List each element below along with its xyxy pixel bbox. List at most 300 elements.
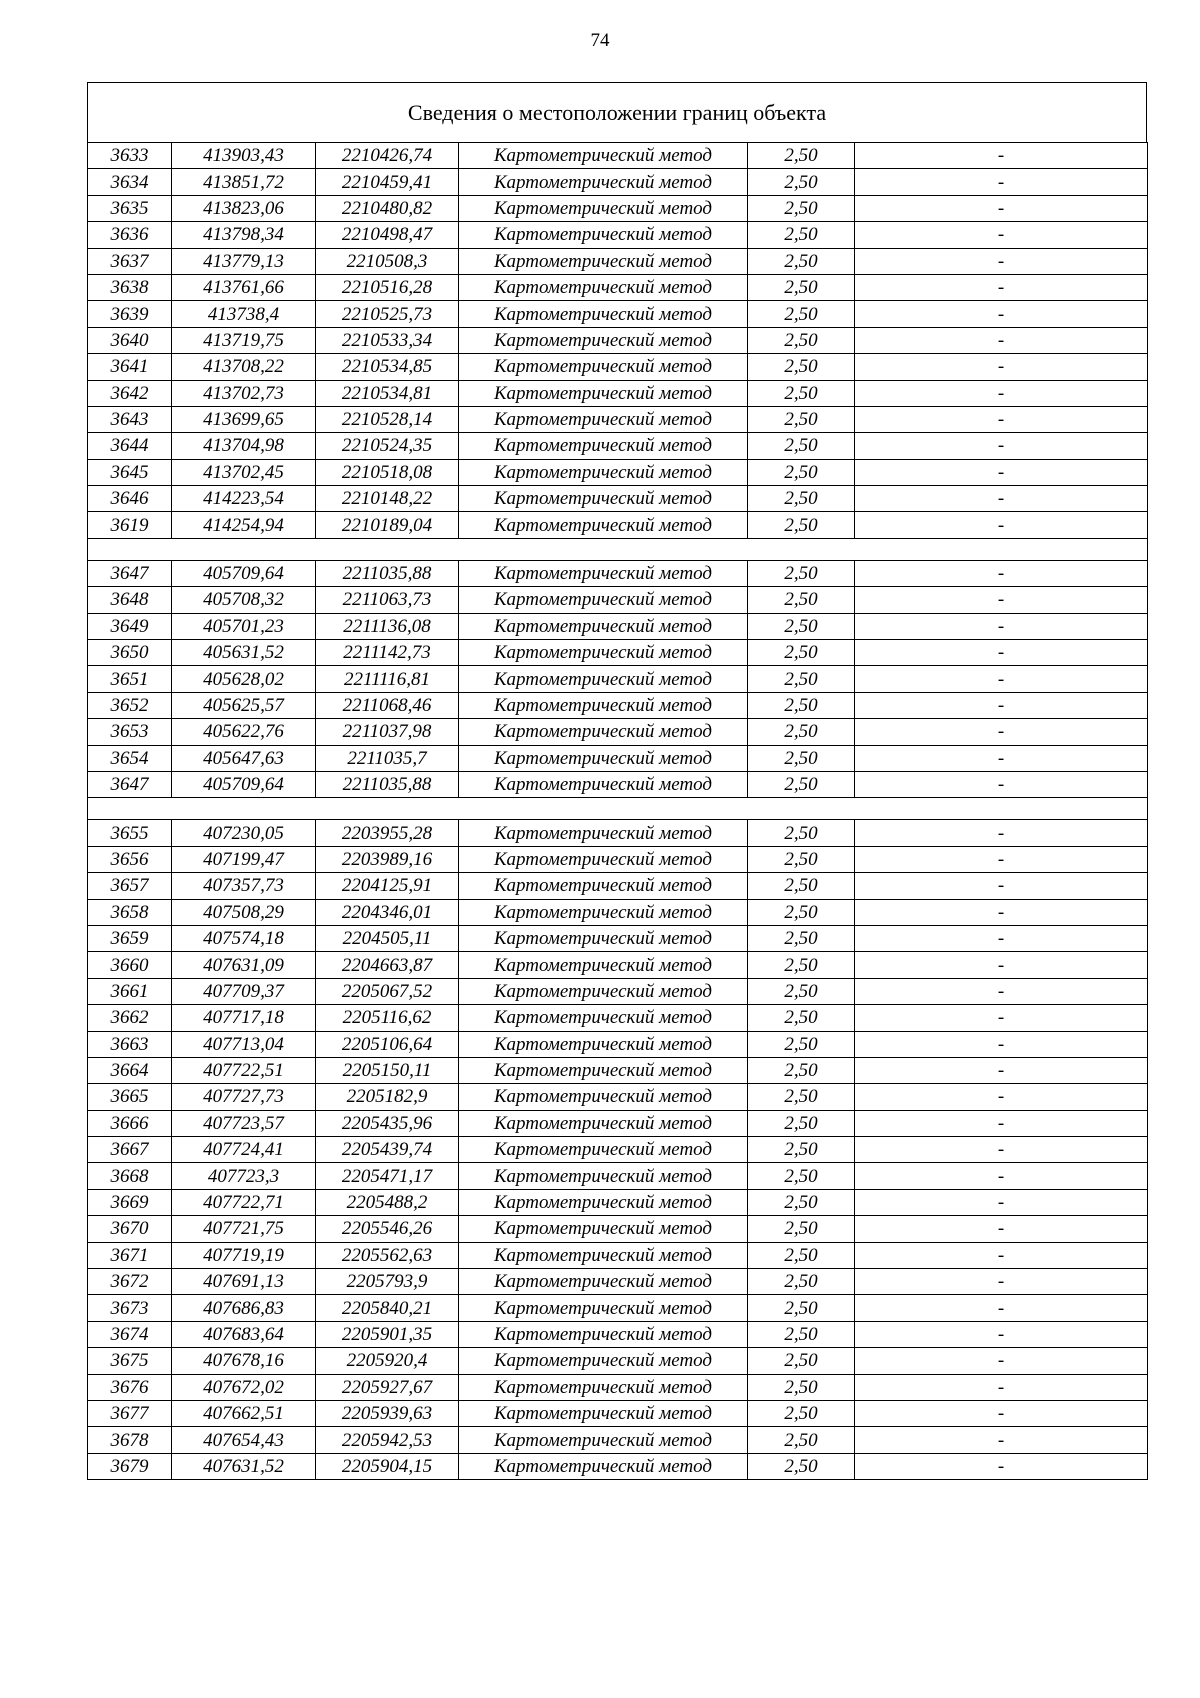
accuracy-cell: 2,50: [748, 354, 855, 380]
accuracy-cell: 2,50: [748, 666, 855, 692]
method-cell: Картометрический метод: [459, 1163, 748, 1189]
method-cell: Картометрический метод: [459, 640, 748, 666]
accuracy-cell: 2,50: [748, 640, 855, 666]
table-row: [88, 1057, 1148, 1083]
description-cell: -: [855, 899, 1148, 925]
x-coordinate-cell: 413823,06: [172, 195, 316, 221]
description-cell: -: [855, 169, 1148, 195]
point-number-cell: 3663: [88, 1031, 172, 1057]
description-cell: -: [855, 820, 1148, 846]
table-row: [88, 613, 1148, 639]
x-coordinate-cell: 405622,76: [172, 719, 316, 745]
method-cell: Картометрический метод: [459, 719, 748, 745]
y-coordinate-cell: 2210426,74: [316, 143, 459, 169]
description-cell: -: [855, 222, 1148, 248]
y-coordinate-cell: 2205471,17: [316, 1163, 459, 1189]
description-cell: -: [855, 666, 1148, 692]
table-row: [88, 587, 1148, 613]
point-number-cell: 3667: [88, 1137, 172, 1163]
method-cell: Картометрический метод: [459, 1400, 748, 1426]
table-row: [88, 1005, 1148, 1031]
section-separator-row: [88, 798, 1148, 820]
table-row: [88, 486, 1148, 512]
description-cell: -: [855, 380, 1148, 406]
y-coordinate-cell: 2204663,87: [316, 952, 459, 978]
x-coordinate-cell: 407691,13: [172, 1269, 316, 1295]
point-number-cell: 3664: [88, 1057, 172, 1083]
table-row: [88, 222, 1148, 248]
point-number-cell: 3647: [88, 771, 172, 797]
y-coordinate-cell: 2205435,96: [316, 1110, 459, 1136]
point-number-cell: 3651: [88, 666, 172, 692]
table-row: [88, 169, 1148, 195]
x-coordinate-cell: 405625,57: [172, 692, 316, 718]
table-row: [88, 1137, 1148, 1163]
x-coordinate-cell: 407717,18: [172, 1005, 316, 1031]
y-coordinate-cell: 2205488,2: [316, 1189, 459, 1215]
section-separator-cell: [88, 798, 1148, 820]
y-coordinate-cell: 2210516,28: [316, 274, 459, 300]
description-cell: -: [855, 745, 1148, 771]
accuracy-cell: 2,50: [748, 952, 855, 978]
x-coordinate-cell: 407727,73: [172, 1084, 316, 1110]
y-coordinate-cell: 2205067,52: [316, 978, 459, 1004]
method-cell: Картометрический метод: [459, 406, 748, 432]
description-cell: -: [855, 1031, 1148, 1057]
y-coordinate-cell: 2210533,34: [316, 327, 459, 353]
x-coordinate-cell: 407723,3: [172, 1163, 316, 1189]
method-cell: Картометрический метод: [459, 666, 748, 692]
method-cell: Картометрический метод: [459, 899, 748, 925]
point-number-cell: 3676: [88, 1374, 172, 1400]
accuracy-cell: 2,50: [748, 873, 855, 899]
description-cell: -: [855, 640, 1148, 666]
point-number-cell: 3646: [88, 486, 172, 512]
accuracy-cell: 2,50: [748, 846, 855, 872]
accuracy-cell: 2,50: [748, 719, 855, 745]
x-coordinate-cell: 405631,52: [172, 640, 316, 666]
table-row: [88, 274, 1148, 300]
accuracy-cell: 2,50: [748, 274, 855, 300]
method-cell: Картометрический метод: [459, 274, 748, 300]
y-coordinate-cell: 2205793,9: [316, 1269, 459, 1295]
table-row: [88, 1400, 1148, 1426]
y-coordinate-cell: 2205546,26: [316, 1216, 459, 1242]
y-coordinate-cell: 2205939,63: [316, 1400, 459, 1426]
description-cell: -: [855, 248, 1148, 274]
accuracy-cell: 2,50: [748, 486, 855, 512]
method-cell: Картометрический метод: [459, 1453, 748, 1479]
point-number-cell: 3673: [88, 1295, 172, 1321]
y-coordinate-cell: 2211116,81: [316, 666, 459, 692]
y-coordinate-cell: 2210534,85: [316, 354, 459, 380]
method-cell: Картометрический метод: [459, 1005, 748, 1031]
method-cell: Картометрический метод: [459, 745, 748, 771]
y-coordinate-cell: 2210498,47: [316, 222, 459, 248]
description-cell: -: [855, 873, 1148, 899]
accuracy-cell: 2,50: [748, 899, 855, 925]
method-cell: Картометрический метод: [459, 587, 748, 613]
x-coordinate-cell: 407508,29: [172, 899, 316, 925]
x-coordinate-cell: 405701,23: [172, 613, 316, 639]
point-number-cell: 3642: [88, 380, 172, 406]
description-cell: -: [855, 1005, 1148, 1031]
accuracy-cell: 2,50: [748, 1137, 855, 1163]
y-coordinate-cell: 2210189,04: [316, 512, 459, 538]
method-cell: Картометрический метод: [459, 169, 748, 195]
x-coordinate-cell: 407678,16: [172, 1348, 316, 1374]
method-cell: Картометрический метод: [459, 327, 748, 353]
method-cell: Картометрический метод: [459, 952, 748, 978]
point-number-cell: 3655: [88, 820, 172, 846]
table-row: [88, 1189, 1148, 1215]
point-number-cell: 3671: [88, 1242, 172, 1268]
table-row: [88, 1321, 1148, 1347]
x-coordinate-cell: 413779,13: [172, 248, 316, 274]
accuracy-cell: 2,50: [748, 1453, 855, 1479]
x-coordinate-cell: 407709,37: [172, 978, 316, 1004]
y-coordinate-cell: 2203955,28: [316, 820, 459, 846]
accuracy-cell: 2,50: [748, 459, 855, 485]
point-number-cell: 3666: [88, 1110, 172, 1136]
description-cell: -: [855, 459, 1148, 485]
accuracy-cell: 2,50: [748, 613, 855, 639]
table-row: [88, 1031, 1148, 1057]
method-cell: Картометрический метод: [459, 560, 748, 586]
point-number-cell: 3638: [88, 274, 172, 300]
y-coordinate-cell: 2210534,81: [316, 380, 459, 406]
table-row: [88, 560, 1148, 586]
y-coordinate-cell: 2205904,15: [316, 1453, 459, 1479]
table-row: [88, 327, 1148, 353]
point-number-cell: 3654: [88, 745, 172, 771]
x-coordinate-cell: 405647,63: [172, 745, 316, 771]
method-cell: Картометрический метод: [459, 1189, 748, 1215]
x-coordinate-cell: 405628,02: [172, 666, 316, 692]
x-coordinate-cell: 413798,34: [172, 222, 316, 248]
y-coordinate-cell: 2211035,88: [316, 771, 459, 797]
point-number-cell: 3677: [88, 1400, 172, 1426]
method-cell: Картометрический метод: [459, 380, 748, 406]
method-cell: Картометрический метод: [459, 1242, 748, 1268]
description-cell: -: [855, 1163, 1148, 1189]
description-cell: -: [855, 719, 1148, 745]
y-coordinate-cell: 2205901,35: [316, 1321, 459, 1347]
y-coordinate-cell: 2210480,82: [316, 195, 459, 221]
table-row: [88, 406, 1148, 432]
x-coordinate-cell: 413761,66: [172, 274, 316, 300]
x-coordinate-cell: 407719,19: [172, 1242, 316, 1268]
y-coordinate-cell: 2210528,14: [316, 406, 459, 432]
point-number-cell: 3674: [88, 1321, 172, 1347]
accuracy-cell: 2,50: [748, 169, 855, 195]
accuracy-cell: 2,50: [748, 1242, 855, 1268]
description-cell: -: [855, 587, 1148, 613]
x-coordinate-cell: 407672,02: [172, 1374, 316, 1400]
method-cell: Картометрический метод: [459, 820, 748, 846]
point-number-cell: 3650: [88, 640, 172, 666]
x-coordinate-cell: 407199,47: [172, 846, 316, 872]
table-row: [88, 692, 1148, 718]
accuracy-cell: 2,50: [748, 925, 855, 951]
point-number-cell: 3659: [88, 925, 172, 951]
description-cell: -: [855, 560, 1148, 586]
y-coordinate-cell: 2205439,74: [316, 1137, 459, 1163]
y-coordinate-cell: 2211063,73: [316, 587, 459, 613]
y-coordinate-cell: 2210508,3: [316, 248, 459, 274]
x-coordinate-cell: 413708,22: [172, 354, 316, 380]
method-cell: Картометрический метод: [459, 1348, 748, 1374]
table-title: Сведения о местоположении границ объекта: [87, 82, 1147, 142]
point-number-cell: 3636: [88, 222, 172, 248]
method-cell: Картометрический метод: [459, 1295, 748, 1321]
y-coordinate-cell: 2205116,62: [316, 1005, 459, 1031]
accuracy-cell: 2,50: [748, 195, 855, 221]
method-cell: Картометрический метод: [459, 354, 748, 380]
accuracy-cell: 2,50: [748, 143, 855, 169]
coordinates-table-body: [88, 143, 1148, 1480]
accuracy-cell: 2,50: [748, 1427, 855, 1453]
table-row: [88, 1110, 1148, 1136]
point-number-cell: 3641: [88, 354, 172, 380]
description-cell: -: [855, 433, 1148, 459]
section-separator-cell: [88, 538, 1148, 560]
method-cell: Картометрический метод: [459, 512, 748, 538]
accuracy-cell: 2,50: [748, 560, 855, 586]
method-cell: Картометрический метод: [459, 301, 748, 327]
table-row: [88, 1216, 1148, 1242]
y-coordinate-cell: 2211035,88: [316, 560, 459, 586]
point-number-cell: 3662: [88, 1005, 172, 1031]
method-cell: Картометрический метод: [459, 1110, 748, 1136]
point-number-cell: 3634: [88, 169, 172, 195]
accuracy-cell: 2,50: [748, 406, 855, 432]
table-row: [88, 512, 1148, 538]
table-row: [88, 1348, 1148, 1374]
y-coordinate-cell: 2210525,73: [316, 301, 459, 327]
method-cell: Картометрический метод: [459, 143, 748, 169]
point-number-cell: 3672: [88, 1269, 172, 1295]
description-cell: -: [855, 354, 1148, 380]
description-cell: -: [855, 1321, 1148, 1347]
accuracy-cell: 2,50: [748, 1216, 855, 1242]
table-row: [88, 433, 1148, 459]
section-separator-row: [88, 538, 1148, 560]
accuracy-cell: 2,50: [748, 301, 855, 327]
accuracy-cell: 2,50: [748, 1163, 855, 1189]
table-row: [88, 952, 1148, 978]
table-row: [88, 1453, 1148, 1479]
coordinates-table: [87, 142, 1148, 1480]
x-coordinate-cell: 407724,41: [172, 1137, 316, 1163]
x-coordinate-cell: 414223,54: [172, 486, 316, 512]
accuracy-cell: 2,50: [748, 380, 855, 406]
description-cell: -: [855, 1216, 1148, 1242]
y-coordinate-cell: 2211035,7: [316, 745, 459, 771]
method-cell: Картометрический метод: [459, 873, 748, 899]
description-cell: -: [855, 1137, 1148, 1163]
point-number-cell: 3660: [88, 952, 172, 978]
x-coordinate-cell: 407631,52: [172, 1453, 316, 1479]
table-row: [88, 354, 1148, 380]
table-row: [88, 1427, 1148, 1453]
x-coordinate-cell: 413851,72: [172, 169, 316, 195]
point-number-cell: 3668: [88, 1163, 172, 1189]
x-coordinate-cell: 405709,64: [172, 560, 316, 586]
y-coordinate-cell: 2210518,08: [316, 459, 459, 485]
point-number-cell: 3640: [88, 327, 172, 353]
method-cell: Картометрический метод: [459, 1427, 748, 1453]
table-row: [88, 1295, 1148, 1321]
description-cell: -: [855, 1110, 1148, 1136]
x-coordinate-cell: 407722,71: [172, 1189, 316, 1215]
description-cell: -: [855, 406, 1148, 432]
description-cell: -: [855, 1084, 1148, 1110]
description-cell: -: [855, 301, 1148, 327]
point-number-cell: 3637: [88, 248, 172, 274]
point-number-cell: 3643: [88, 406, 172, 432]
accuracy-cell: 2,50: [748, 1269, 855, 1295]
accuracy-cell: 2,50: [748, 1189, 855, 1215]
x-coordinate-cell: 407654,43: [172, 1427, 316, 1453]
accuracy-cell: 2,50: [748, 745, 855, 771]
x-coordinate-cell: 405709,64: [172, 771, 316, 797]
y-coordinate-cell: 2204505,11: [316, 925, 459, 951]
table-row: [88, 846, 1148, 872]
method-cell: Картометрический метод: [459, 846, 748, 872]
description-cell: -: [855, 486, 1148, 512]
y-coordinate-cell: 2210148,22: [316, 486, 459, 512]
accuracy-cell: 2,50: [748, 327, 855, 353]
description-cell: -: [855, 143, 1148, 169]
point-number-cell: 3669: [88, 1189, 172, 1215]
table-row: [88, 719, 1148, 745]
table-row: [88, 195, 1148, 221]
x-coordinate-cell: 407722,51: [172, 1057, 316, 1083]
x-coordinate-cell: 413719,75: [172, 327, 316, 353]
method-cell: Картометрический метод: [459, 222, 748, 248]
table-row: [88, 899, 1148, 925]
point-number-cell: 3635: [88, 195, 172, 221]
description-cell: -: [855, 978, 1148, 1004]
y-coordinate-cell: 2205106,64: [316, 1031, 459, 1057]
table-row: [88, 1269, 1148, 1295]
x-coordinate-cell: 407713,04: [172, 1031, 316, 1057]
description-cell: -: [855, 1269, 1148, 1295]
accuracy-cell: 2,50: [748, 1057, 855, 1083]
table-row: [88, 640, 1148, 666]
method-cell: Картометрический метод: [459, 459, 748, 485]
table-row: [88, 978, 1148, 1004]
point-number-cell: 3665: [88, 1084, 172, 1110]
method-cell: Картометрический метод: [459, 1084, 748, 1110]
description-cell: -: [855, 952, 1148, 978]
accuracy-cell: 2,50: [748, 512, 855, 538]
table-row: [88, 820, 1148, 846]
accuracy-cell: 2,50: [748, 1374, 855, 1400]
x-coordinate-cell: 413903,43: [172, 143, 316, 169]
method-cell: Картометрический метод: [459, 1216, 748, 1242]
description-cell: -: [855, 925, 1148, 951]
description-cell: -: [855, 1453, 1148, 1479]
accuracy-cell: 2,50: [748, 1400, 855, 1426]
y-coordinate-cell: 2205182,9: [316, 1084, 459, 1110]
table-row: [88, 143, 1148, 169]
x-coordinate-cell: 407230,05: [172, 820, 316, 846]
point-number-cell: 3670: [88, 1216, 172, 1242]
method-cell: Картометрический метод: [459, 978, 748, 1004]
description-cell: -: [855, 846, 1148, 872]
point-number-cell: 3653: [88, 719, 172, 745]
table-row: [88, 1374, 1148, 1400]
method-cell: Картометрический метод: [459, 692, 748, 718]
table-row: [88, 1163, 1148, 1189]
method-cell: Картометрический метод: [459, 771, 748, 797]
accuracy-cell: 2,50: [748, 1031, 855, 1057]
point-number-cell: 3656: [88, 846, 172, 872]
point-number-cell: 3647: [88, 560, 172, 586]
y-coordinate-cell: 2211142,73: [316, 640, 459, 666]
table-row: [88, 925, 1148, 951]
description-cell: -: [855, 274, 1148, 300]
description-cell: -: [855, 613, 1148, 639]
method-cell: Картометрический метод: [459, 1374, 748, 1400]
description-cell: -: [855, 1427, 1148, 1453]
point-number-cell: 3645: [88, 459, 172, 485]
method-cell: Картометрический метод: [459, 1031, 748, 1057]
y-coordinate-cell: 2205920,4: [316, 1348, 459, 1374]
accuracy-cell: 2,50: [748, 587, 855, 613]
description-cell: -: [855, 692, 1148, 718]
y-coordinate-cell: 2204346,01: [316, 899, 459, 925]
point-number-cell: 3619: [88, 512, 172, 538]
accuracy-cell: 2,50: [748, 1084, 855, 1110]
y-coordinate-cell: 2205562,63: [316, 1242, 459, 1268]
x-coordinate-cell: 407721,75: [172, 1216, 316, 1242]
method-cell: Картометрический метод: [459, 1137, 748, 1163]
accuracy-cell: 2,50: [748, 222, 855, 248]
accuracy-cell: 2,50: [748, 1110, 855, 1136]
x-coordinate-cell: 413738,4: [172, 301, 316, 327]
point-number-cell: 3639: [88, 301, 172, 327]
x-coordinate-cell: 407683,64: [172, 1321, 316, 1347]
x-coordinate-cell: 413699,65: [172, 406, 316, 432]
table-row: [88, 380, 1148, 406]
description-cell: -: [855, 1242, 1148, 1268]
description-cell: -: [855, 1400, 1148, 1426]
accuracy-cell: 2,50: [748, 820, 855, 846]
accuracy-cell: 2,50: [748, 1321, 855, 1347]
point-number-cell: 3679: [88, 1453, 172, 1479]
accuracy-cell: 2,50: [748, 433, 855, 459]
point-number-cell: 3644: [88, 433, 172, 459]
method-cell: Картометрический метод: [459, 248, 748, 274]
description-cell: -: [855, 771, 1148, 797]
accuracy-cell: 2,50: [748, 692, 855, 718]
table-row: [88, 771, 1148, 797]
method-cell: Картометрический метод: [459, 1057, 748, 1083]
point-number-cell: 3657: [88, 873, 172, 899]
description-cell: -: [855, 1189, 1148, 1215]
method-cell: Картометрический метод: [459, 1321, 748, 1347]
table-row: [88, 1084, 1148, 1110]
accuracy-cell: 2,50: [748, 771, 855, 797]
point-number-cell: 3649: [88, 613, 172, 639]
point-number-cell: 3658: [88, 899, 172, 925]
table-row: [88, 745, 1148, 771]
y-coordinate-cell: 2204125,91: [316, 873, 459, 899]
x-coordinate-cell: 413704,98: [172, 433, 316, 459]
